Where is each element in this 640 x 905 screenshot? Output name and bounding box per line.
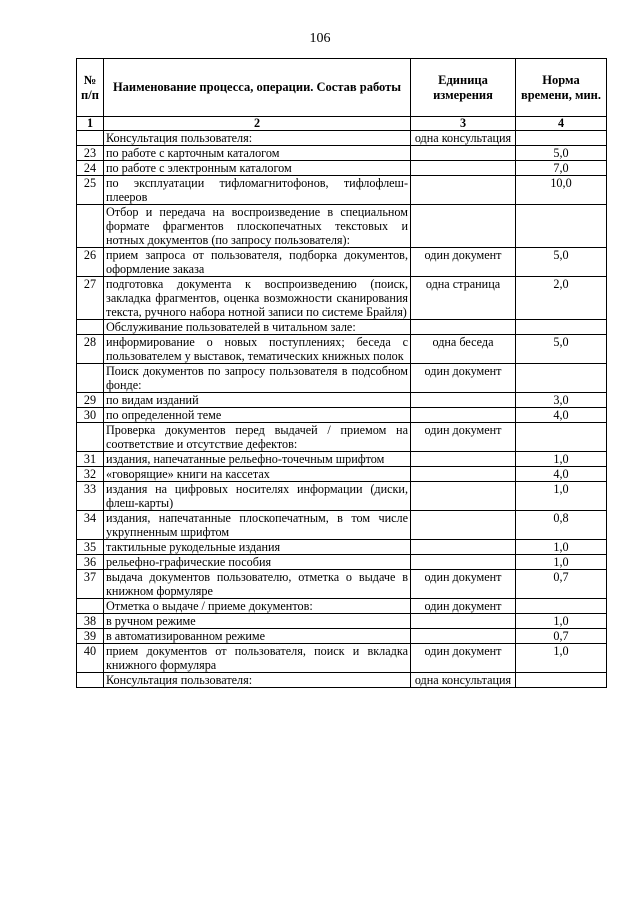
unit-of-measure: один документ [411,570,516,599]
header-unit: Единица измерения [411,59,516,117]
table-row [77,408,607,423]
row-number [77,599,104,614]
operation-name: в ручном режиме [104,614,411,629]
time-norm [516,205,607,248]
unit-of-measure [411,393,516,408]
operation-name: тактильные рукодельные издания [104,540,411,555]
unit-of-measure [411,205,516,248]
operation-name: Отбор и передача на воспроизведение в специальном формате фрагментов плоскопечатных текстовых и нотных документов (по запросу пользователя): [104,205,411,248]
time-norm [516,364,607,393]
unit-of-measure [411,555,516,570]
time-norm: 1,0 [516,614,607,629]
time-norm: 4,0 [516,408,607,423]
header-norm: Норма времени, мин. [516,59,607,117]
operation-name: прием документов от пользователя, поиск и вкладка книжного формуляра [104,644,411,673]
header-num: № п/п [77,59,104,117]
table-row [77,467,607,482]
row-number: 36 [77,555,104,570]
unit-of-measure [411,629,516,644]
time-norm: 2,0 [516,277,607,320]
table-row [77,393,607,408]
time-norm [516,423,607,452]
table-row [77,540,607,555]
row-number [77,364,104,393]
unit-of-measure: одна консультация [411,131,516,146]
unit-of-measure [411,161,516,176]
time-norm: 0,7 [516,570,607,599]
time-norm [516,131,607,146]
row-number: 39 [77,629,104,644]
operation-name: выдача документов пользователю, отметка о выдаче в книжном формуляре [104,570,411,599]
table-row [77,176,607,205]
unit-of-measure: одна страница [411,277,516,320]
unit-of-measure [411,176,516,205]
operation-name: Поиск документов по запросу пользователя в подсобном фонде: [104,364,411,393]
time-norm: 7,0 [516,161,607,176]
time-norm: 0,7 [516,629,607,644]
table-row [77,146,607,161]
operation-name: по работе с электронным каталогом [104,161,411,176]
table-row [77,511,607,540]
unit-of-measure [411,452,516,467]
time-norm: 5,0 [516,335,607,364]
unit-of-measure [411,482,516,511]
column-index-3: 3 [411,117,516,131]
operation-name: по эксплуатации тифломагнитофонов, тифлофлеш-плееров [104,176,411,205]
row-number: 33 [77,482,104,511]
table-row [77,644,607,673]
time-norm: 5,0 [516,146,607,161]
time-norm: 5,0 [516,248,607,277]
time-norm: 1,0 [516,540,607,555]
row-number [77,673,104,688]
table-row [77,629,607,644]
column-index-row [77,117,607,131]
row-number: 28 [77,335,104,364]
row-number [77,423,104,452]
row-number: 26 [77,248,104,277]
row-number [77,205,104,248]
row-number: 23 [77,146,104,161]
table-row [77,335,607,364]
time-norm [516,599,607,614]
row-number: 32 [77,467,104,482]
unit-of-measure: один документ [411,423,516,452]
unit-of-measure: один документ [411,248,516,277]
unit-of-measure [411,614,516,629]
operation-name: Консультация пользователя: [104,131,411,146]
table-row [77,131,607,146]
time-norm [516,673,607,688]
unit-of-measure [411,408,516,423]
operation-name: в автоматизированном режиме [104,629,411,644]
column-index-1: 1 [77,117,104,131]
operation-name: прием запроса от пользователя, подборка документов, оформление заказа [104,248,411,277]
row-number: 37 [77,570,104,599]
table-row [77,364,607,393]
operation-name: издания на цифровых носителях информации (диски, флеш-карты) [104,482,411,511]
row-number [77,131,104,146]
table-row [77,599,607,614]
table-row [77,161,607,176]
time-norm: 4,0 [516,467,607,482]
operation-name: издания, напечатанные рельефно-точечным шрифтом [104,452,411,467]
row-number: 40 [77,644,104,673]
table-row [77,673,607,688]
time-norm: 3,0 [516,393,607,408]
table-row [77,452,607,467]
operation-name: информирование о новых поступлениях; беседа с пользователем у выставок, тематических книжных полок [104,335,411,364]
time-norm: 0,8 [516,511,607,540]
table-header-row [77,59,607,117]
time-norm: 1,0 [516,452,607,467]
table-row [77,570,607,599]
operation-name: по определенной теме [104,408,411,423]
row-number [77,320,104,335]
row-number: 30 [77,408,104,423]
unit-of-measure [411,467,516,482]
row-number: 27 [77,277,104,320]
operation-name: Проверка документов перед выдачей / приемом на соответствие и отсутствие дефектов: [104,423,411,452]
operation-name: Обслуживание пользователей в читальном зале: [104,320,411,335]
operation-name: издания, напечатанные плоскопечатным, в том числе укрупненным шрифтом [104,511,411,540]
row-number: 34 [77,511,104,540]
time-norm: 1,0 [516,555,607,570]
table-row [77,248,607,277]
table-row [77,277,607,320]
table-row [77,320,607,335]
time-norm: 10,0 [516,176,607,205]
row-number: 38 [77,614,104,629]
unit-of-measure: одна беседа [411,335,516,364]
table-row [77,482,607,511]
row-number: 29 [77,393,104,408]
unit-of-measure: один документ [411,599,516,614]
time-norms-table [76,58,607,688]
time-norm: 1,0 [516,644,607,673]
row-number: 35 [77,540,104,555]
table-row [77,423,607,452]
header-name: Наименование процесса, операции. Состав работы [104,59,411,117]
unit-of-measure [411,320,516,335]
operation-name: рельефно-графические пособия [104,555,411,570]
operation-name: подготовка документа к воспроизведению (поиск, закладка фрагментов, оценка возможности сканирования текста, ручного набора нотной записи по системе Брайля) [104,277,411,320]
table-body [77,131,607,688]
unit-of-measure: один документ [411,644,516,673]
unit-of-measure: один документ [411,364,516,393]
table-row [77,555,607,570]
row-number: 31 [77,452,104,467]
column-index-4: 4 [516,117,607,131]
column-index-2: 2 [104,117,411,131]
operation-name: по видам изданий [104,393,411,408]
operation-name: «говорящие» книги на кассетах [104,467,411,482]
operation-name: по работе с карточным каталогом [104,146,411,161]
operation-name: Консультация пользователя: [104,673,411,688]
row-number: 25 [77,176,104,205]
page-number: 106 [309,31,331,46]
unit-of-measure [411,146,516,161]
time-norm: 1,0 [516,482,607,511]
table-row [77,614,607,629]
unit-of-measure: одна консультация [411,673,516,688]
table-row [77,205,607,248]
row-number: 24 [77,161,104,176]
operation-name: Отметка о выдаче / приеме документов: [104,599,411,614]
unit-of-measure [411,540,516,555]
time-norm [516,320,607,335]
unit-of-measure [411,511,516,540]
